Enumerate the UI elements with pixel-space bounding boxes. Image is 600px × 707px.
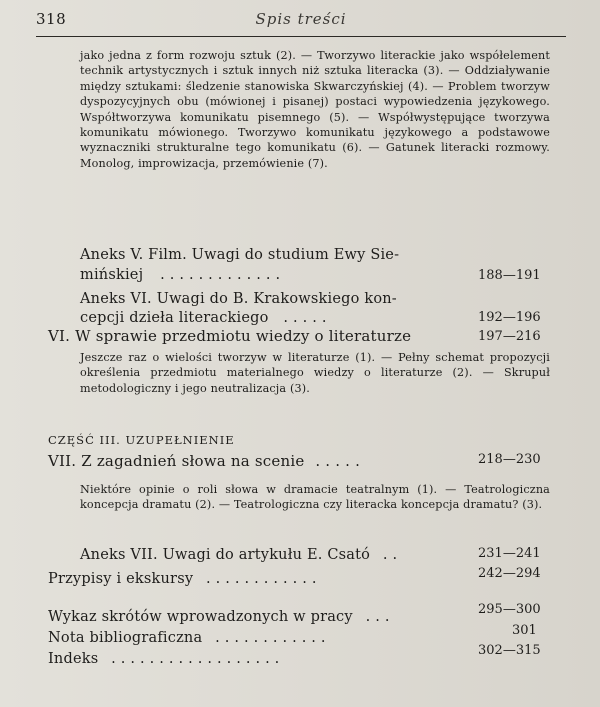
section-summary-intro: jako jedna z form rozwoju sztuk (2). — Tworzywo literackie jako współelement technik artystycznych i sztuk innych niż sztuka literacka (3). — Oddziaływanie między sztukami: śledzenie stanowiska Skwarczyńskiej (4). — Problem tworzyw dyspozycyjnych obu (mówionej i pisanej) postaci wypowiedzenia językowego. Współtworzywa komunikatu pisemnego (5). — Współwystępujące tworzywa komunikatu mówionego. Tworzywo komunikatu językowego a podstawowe wyznaczniki strukturalne tego komunikatu (6). — Gatunek literacki rozmowy. Monolog, improwizacja, przemówienie (7). xyxy=(80,49,550,170)
part-heading: CZĘŚĆ III. UZUPEŁNIENIE xyxy=(48,433,235,447)
entry-title: Aneks VII. Uwagi do artykułu E. Csató xyxy=(80,547,371,563)
page-range-aneks-vii: 231—241 xyxy=(478,546,541,561)
page-range-chapter-vi: 197—216 xyxy=(478,329,541,344)
toc-entry-przypisy xyxy=(48,570,317,588)
entry-title: Przypisy i ekskursy xyxy=(48,571,194,587)
page-range-nota: 301 xyxy=(512,623,537,638)
leader-dots: . . . . . . . . . . . . . . . . . . xyxy=(111,651,280,667)
chapter-title: W sprawie przedmiotu wiedzy o literaturze xyxy=(75,327,412,345)
page-range-indeks: 302—315 xyxy=(478,643,541,658)
section-summary-chapter-vii: Niektóre opinie o roli słowa w dramacie teatralnym (1). — Teatrologiczna koncepcja dramatu (2). — Teatrologiczna czy literacka koncepcja dramatu? (3). xyxy=(80,483,550,512)
page-range-aneks-v: 188—191 xyxy=(478,268,541,283)
page-header xyxy=(36,10,566,38)
toc-entry-chapter-vi xyxy=(48,327,411,345)
page-range-aneks-vi: 192—196 xyxy=(478,310,541,325)
entry-title: mińskiej xyxy=(80,267,144,283)
toc-entry-chapter-vii xyxy=(48,452,360,470)
toc-entry-nota xyxy=(48,629,326,647)
chapter-title: Z zagadnień słowa na scenie xyxy=(81,452,305,470)
toc-entry-aneks-vi-line1: Aneks VI. Uwagi do B. Krakowskiego kon- xyxy=(80,291,397,307)
toc-entry-wykaz xyxy=(48,608,390,626)
running-title: Spis treści xyxy=(255,10,347,28)
section-summary-chapter-vi: Jeszcze raz o wielości tworzyw w literaturze (1). — Pełny schemat propozycji określenia przedmiotu materialnego wiedzy o literaturze (2). — Skrupuł metodologiczny i jego neutralizacja (3). xyxy=(80,351,550,395)
chapter-numeral: VII. xyxy=(48,452,77,470)
page-number: 318 xyxy=(36,10,67,28)
toc-entry-aneks-vii xyxy=(80,546,397,564)
entry-title: cepcji dzieła literackiego xyxy=(80,310,269,326)
page-range-przypisy: 242—294 xyxy=(478,566,541,581)
leader-dots: . . . . . xyxy=(283,310,327,326)
leader-dots: . . . xyxy=(365,609,390,625)
chapter-numeral: VI. xyxy=(48,327,71,345)
entry-title: Nota bibliograficzna xyxy=(48,630,203,646)
entry-title: Indeks xyxy=(48,651,99,667)
entry-title: Wykaz skrótów wprowadzonych w pracy xyxy=(48,609,353,625)
toc-entry-indeks xyxy=(48,650,280,668)
page-range-wykaz: 295—300 xyxy=(478,602,541,617)
leader-dots: . . . . . . . . . . . . . xyxy=(160,267,281,283)
toc-entry-aneks-vi-line2 xyxy=(80,309,327,327)
toc-entry-aneks-v-line1: Aneks V. Film. Uwagi do studium Ewy Sie- xyxy=(80,247,400,263)
leader-dots: . . . . . xyxy=(315,452,361,470)
leader-dots: . . xyxy=(382,547,398,563)
toc-entry-aneks-v-line2 xyxy=(80,266,280,284)
leader-dots: . . . . . . . . . . . . xyxy=(215,630,326,646)
header-rule xyxy=(36,36,566,37)
page-range-chapter-vii: 218—230 xyxy=(478,452,541,467)
leader-dots: . . . . . . . . . . . . xyxy=(206,571,317,587)
